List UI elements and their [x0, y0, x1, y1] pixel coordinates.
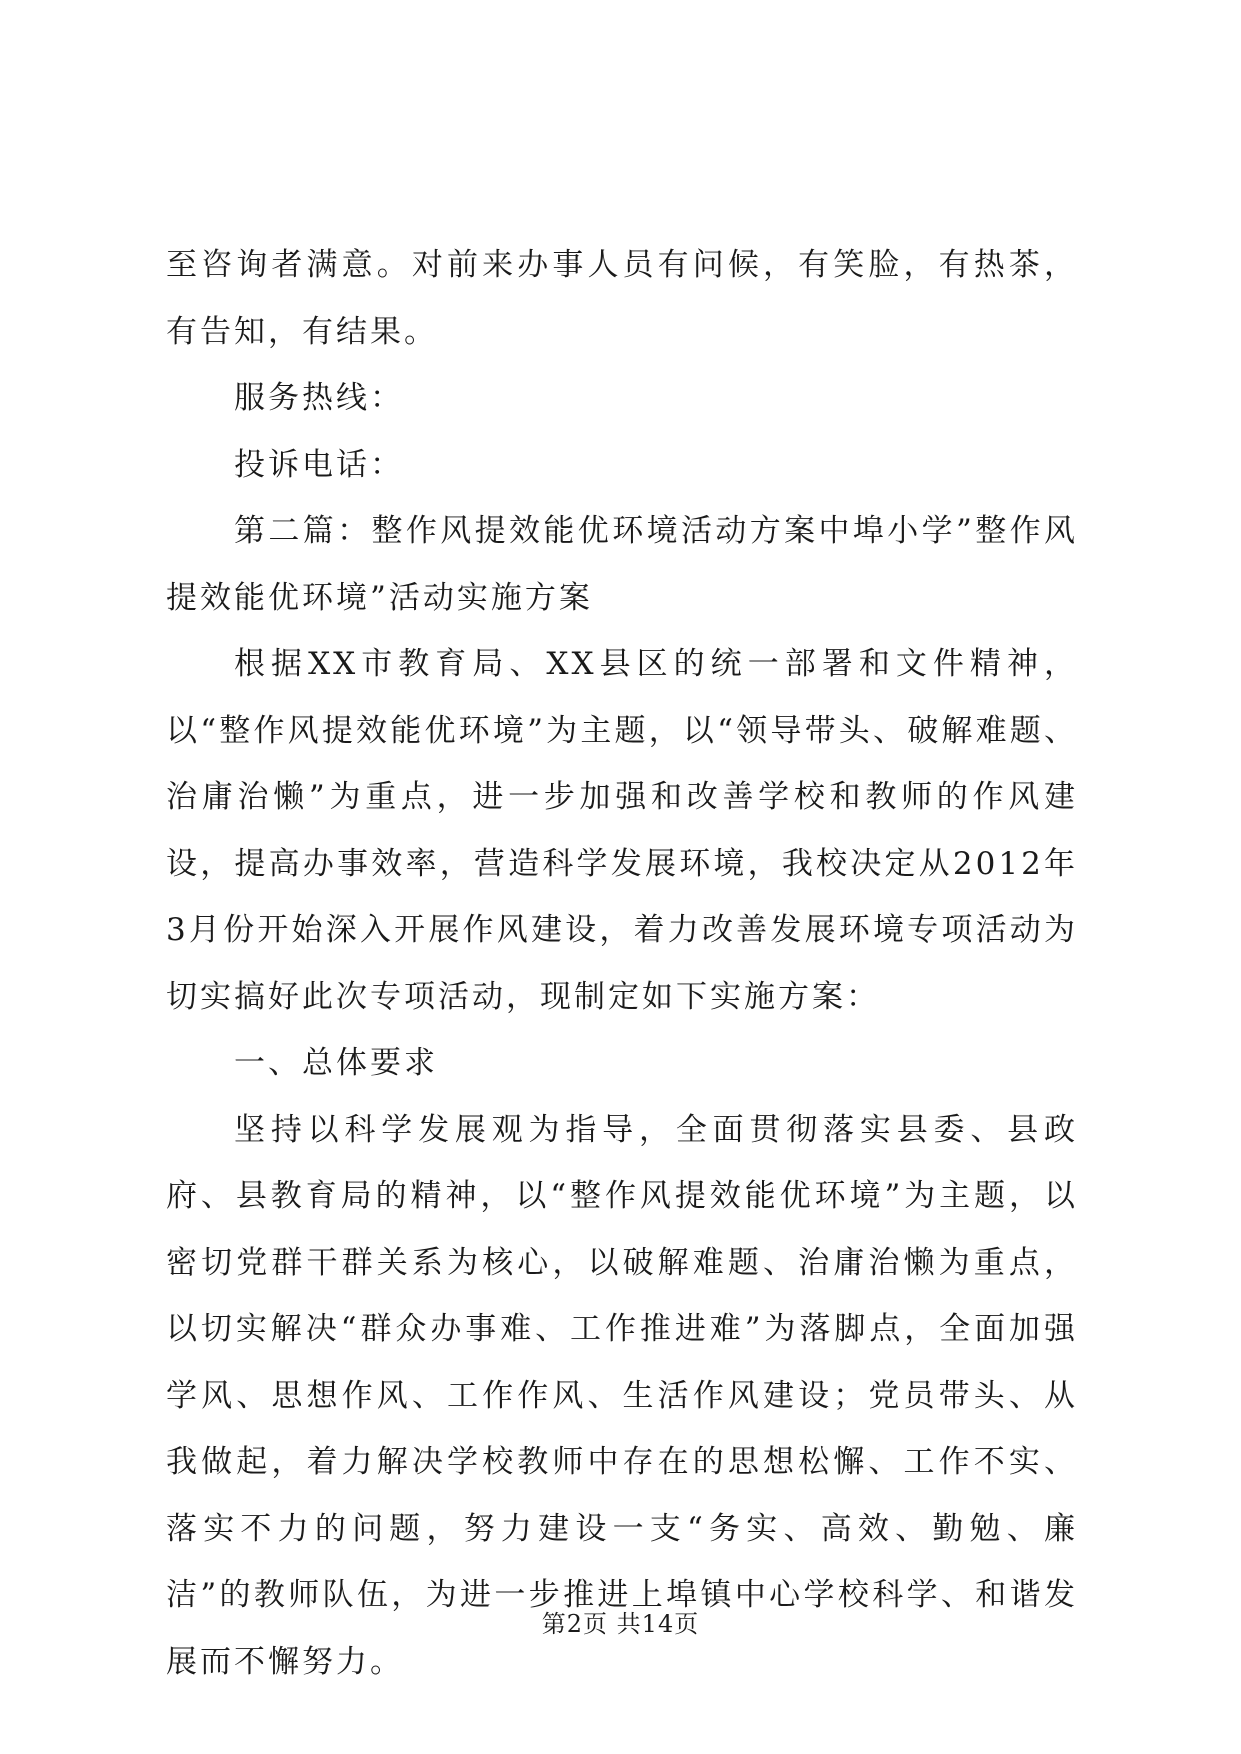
section-heading-part-two: 第二篇：整作风提效能优环境活动方案中埠小学”整作风提效能优环境”活动实施方案: [166, 513, 1078, 616]
paragraph-general-requirements: 坚持以科学发展观为指导，全面贯彻落实县委、县政府、县教育局的精神，以“整作风提效能优环境”为主题，以密切党群干群关系为核心，以破解难题、治庸治懒为重点，以切实解决“群众办事难、工作推进难”为落脚点，全面加强学风、思想作风、工作作风、生活作风建设；党员带头、从我做起，着力解决学校教师中存在的思想松懈、工作不实、落实不力的问题，努力建设一支“务实、高效、勤勉、廉洁”的教师队伍，为进一步推进上埠镇中心学校科学、和谐发展而不懈努力。: [166, 1111, 1078, 1680]
paragraph-complaint-phone: 投诉电话：: [234, 446, 404, 483]
page-number-footer: 第2页 共14页: [541, 1610, 700, 1638]
document-body: [166, 232, 1078, 1695]
paragraph-continuation: 至咨询者满意。对前来办事人员有问候，有笑脸，有热茶，有告知，有结果。: [166, 247, 1078, 350]
paragraph-service-hotline: 服务热线：: [234, 380, 404, 416]
section-heading-general-requirements: 一、总体要求: [234, 1045, 438, 1081]
paragraph-background: 根据XX市教育局、XX县区的统一部署和文件精神，以“整作风提效能优环境”为主题，以“领导带头、破解难题、治庸治懒”为重点，进一步加强和改善学校和教师的作风建设，提高办事效率，营造科学发展环境，我校决定从2012年3月份开始深入开展作风建设，着力改善发展环境专项活动为切实搞好此次专项活动，现制定如下实施方案：: [166, 646, 1078, 1015]
